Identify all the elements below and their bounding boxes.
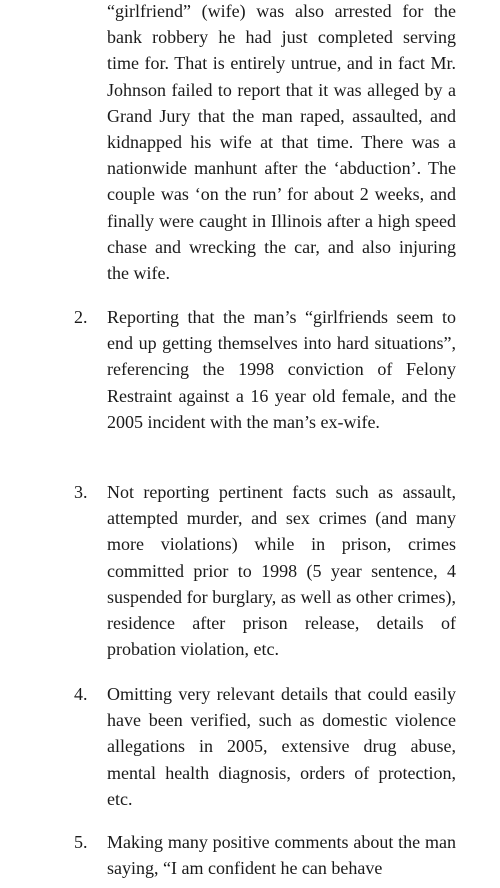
list-item-text: Omitting very relevant details that could easily have been verified, such as domestic violence allegations in 2005, extensive drug abuse, mental health diagnosis, orders of protection, etc. [107,684,456,809]
list-item-text: Reporting that the man’s “girlfriends seem to end up getting themselves into hard situations”, referencing the 1998 conviction of Felony Restraint against a 16 year old female, and the 2005 incident with the man’s ex-wife. [107,307,456,432]
list-item-text: Making many positive comments about the man saying, “I am confident he can behave [107,832,456,879]
continued-paragraph: “girlfriend” (wife) was also arrested for the bank robbery he had just completed serving time for. That is entirely untrue, and in fact Mr. Johnson failed to report that it was alleged by a Grand Jury that the man raped, assaulted, and kidnapped his wife at that time. There was a nationwide manhunt after the ‘abduction’. The couple was ‘on the run’ for about 2 weeks, and finally were caught in Illinois after a high speed chase and wrecking the car, and also injuring the wife. [107,1,456,284]
list-item-number: 4. [74,684,88,704]
list-item-number: 3. [74,482,88,502]
list-item-number: 2. [74,307,88,327]
list-item-text: Not reporting pertinent facts such as assault, attempted murder, and sex crimes (and many more violations) while in prison, crimes committed prior to 1998 (5 year sentence, 4 suspended for burglary, as well as other crimes), residence after prison release, details of probation violation, etc. [107,482,456,660]
list-item-number: 5. [74,832,88,852]
